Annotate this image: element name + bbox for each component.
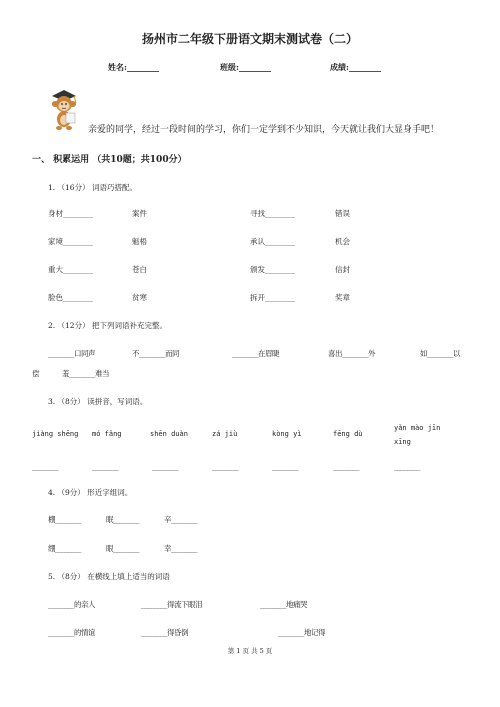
- q1-cell: 贫寒: [132, 293, 147, 302]
- q5-item: ________的亲人: [48, 600, 95, 609]
- q4-item: 辛________: [164, 515, 197, 524]
- class-field: 班级:________: [220, 62, 271, 72]
- q3-answer-blank: ________: [32, 462, 58, 471]
- q1-cell: 奖章: [335, 293, 350, 302]
- q3-pinyin: kòng yì: [272, 430, 302, 438]
- question-4-header: 4. （9分） 形近字组词。: [48, 488, 133, 497]
- q5-item: ________得昏倒: [141, 628, 188, 637]
- q3-answer-blank: ________: [92, 462, 118, 471]
- monkey-mascot-icon: [46, 86, 82, 134]
- page-title: 扬州市二年级下册语文期末测试卷（二）: [141, 32, 358, 46]
- q2-item: ________在眉睫: [232, 349, 279, 358]
- q5-item: ________地痛哭: [260, 600, 307, 609]
- q2-item: 如________以: [420, 349, 460, 358]
- q3-answer-blank: ________: [152, 462, 178, 471]
- q3-answer-blank: ________: [212, 462, 238, 471]
- name-field: 姓名:________: [108, 62, 159, 72]
- q3-pinyin: fēng dù: [333, 430, 363, 438]
- q1-cell: 机会: [335, 237, 350, 246]
- q4-item: 眼________: [106, 544, 139, 553]
- q1-cell: 拆开________: [250, 293, 295, 302]
- q2-item: ________口同声: [48, 349, 95, 358]
- q3-answer-blank: ________: [394, 462, 420, 471]
- q3-pinyin: shēn duàn: [150, 430, 188, 438]
- q4-item: 绷________: [48, 544, 81, 553]
- section-heading: 一、 积累运用 （共10题；共100分）: [32, 155, 187, 165]
- q5-item: ________地记得: [278, 628, 325, 637]
- q3-answer-blank: ________: [333, 462, 359, 471]
- q1-cell: 寻找________: [250, 209, 295, 218]
- q3-pinyin: mó fǎng: [92, 430, 122, 438]
- q3-pinyin: zá jiù: [212, 430, 238, 438]
- q2-item: 不________而同: [132, 349, 179, 358]
- q5-item: ________得流下眼泪: [141, 600, 202, 609]
- q3-pinyin: xīng: [394, 438, 411, 446]
- q3-pinyin: jiàng shēng: [32, 430, 79, 438]
- q1-cell: 身材________: [48, 209, 93, 218]
- q4-item: 棚________: [48, 515, 81, 524]
- score-field: 成绩:________: [330, 62, 381, 72]
- q5-item: ________的情谊: [48, 628, 95, 637]
- q3-answer-blank: ________: [272, 462, 298, 471]
- q3-pinyin: yǎn mào jīn: [394, 424, 441, 432]
- q2-item: 喜出________外: [328, 349, 375, 358]
- q1-cell: 信封: [335, 265, 350, 274]
- q1-cell: 家境________: [48, 237, 93, 246]
- q2-item: 羞________难当: [62, 369, 109, 378]
- q1-cell: 魁梧: [132, 237, 147, 246]
- welcome-message: 亲爱的同学，经过一段时间的学习，你们一定学到不少知识，今天就让我们大显身手吧！: [88, 125, 440, 135]
- q1-cell: 承认________: [250, 237, 295, 246]
- q4-item: 幸________: [164, 544, 197, 553]
- question-2-header: 2. （12分） 把下列词语补充完整。: [48, 321, 167, 330]
- question-1-header: 1. （16分） 词语巧搭配。: [48, 183, 137, 192]
- q2-item: 偿: [32, 369, 39, 378]
- q1-cell: 案件: [132, 209, 147, 218]
- question-3-header: 3. （8分） 读拼音，写词语。: [48, 397, 148, 406]
- question-5-header: 5. （8分） 在横线上填上适当的词语: [48, 572, 170, 581]
- q1-cell: 错误: [335, 209, 350, 218]
- q4-item: 眠________: [106, 515, 139, 524]
- q1-cell: 颁发________: [250, 265, 295, 274]
- q1-cell: 苍白: [132, 265, 147, 274]
- q1-cell: 重大________: [48, 265, 93, 274]
- page-footer: 第 1 页 共 5 页: [227, 647, 273, 655]
- q1-cell: 脸色________: [48, 293, 93, 302]
